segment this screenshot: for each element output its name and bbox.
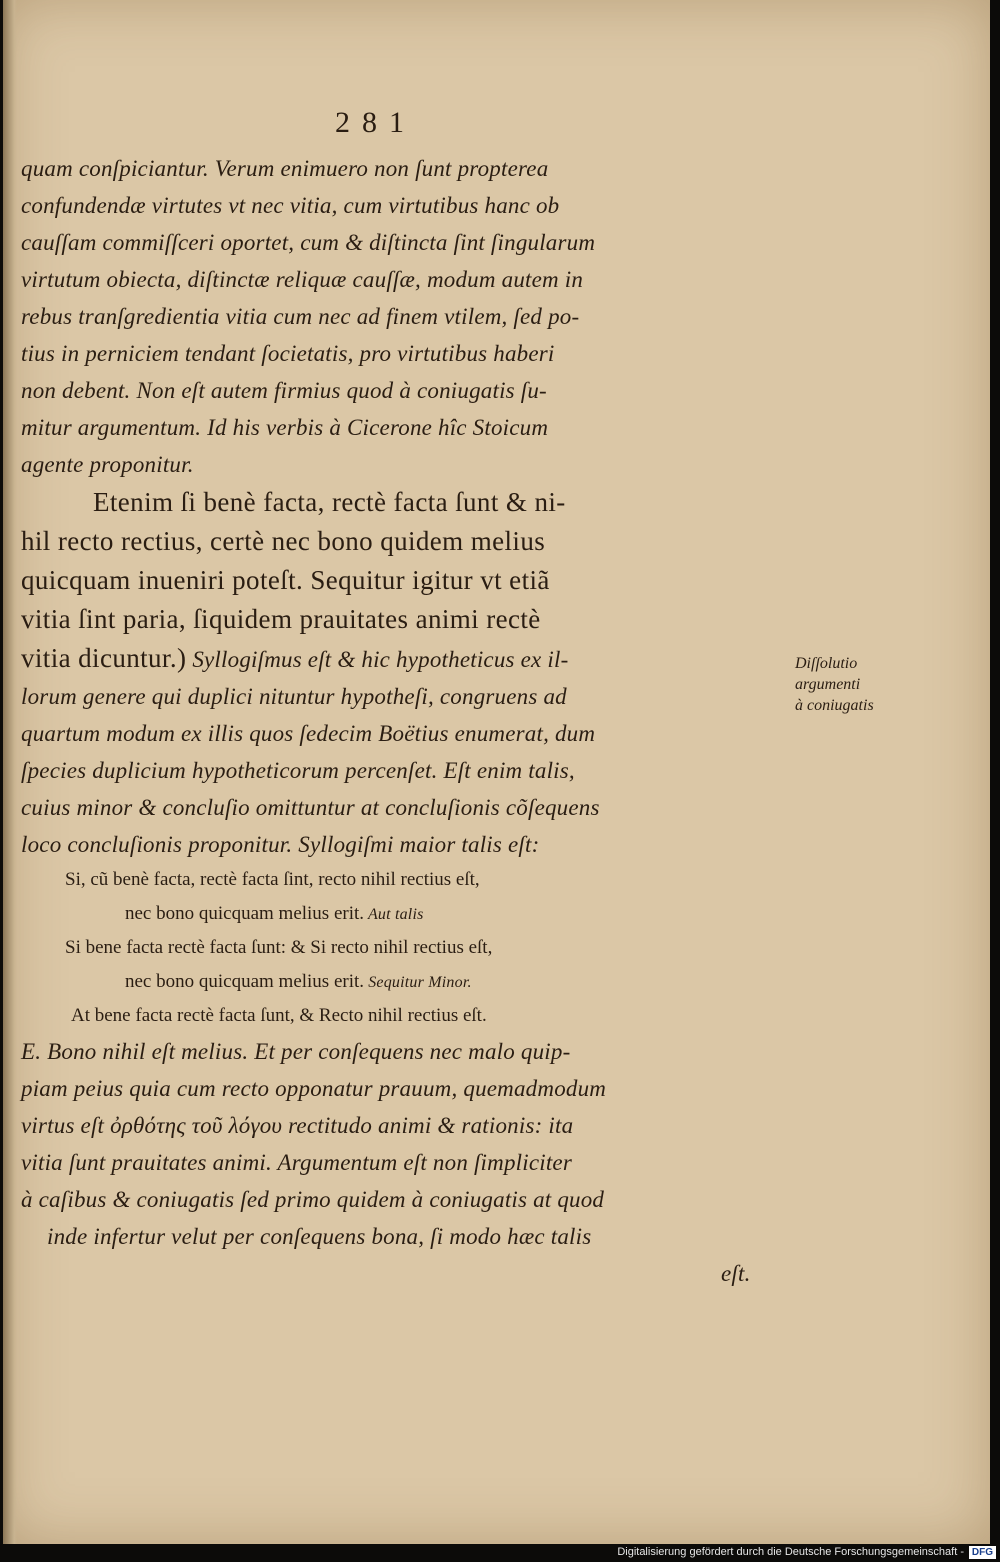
- text-line-content: inde infertur velut per conſequens bona, ſi modo hæc talis: [47, 1224, 592, 1249]
- text-line: [21, 1033, 781, 1070]
- text-line-content: mitur argumentum. Id his verbis à Cicerone hîc Stoicum: [21, 415, 549, 440]
- inline-note: Aut talis: [364, 906, 424, 923]
- text-line-content: nec bono quicquam melius erit.: [125, 903, 365, 924]
- text-line-content: cuius minor & concluſio omittuntur at concluſionis cõſequens: [21, 795, 600, 820]
- text-line: [21, 1218, 781, 1255]
- digitization-credit: Digitalisierung gefördert durch die Deutsche Forschungsgemeinschaft -: [617, 1546, 964, 1558]
- text-line-content: vitia ſint paria, ſiquidem prauitates animi rectè: [21, 604, 541, 634]
- text-line-content: piam peius quia cum recto opponatur prauum, quemadmodum: [21, 1076, 607, 1101]
- text-line-content: non debent. Non eſt autem firmius quod à coniugatis ſu-: [21, 378, 547, 403]
- page-number: 281: [335, 106, 416, 139]
- book-page: [3, 0, 990, 1544]
- text-line-content: hil recto rectius, certè nec bono quidem melius: [21, 526, 546, 556]
- text-line-content: Si bene facta rectè facta ſunt: & Si recto nihil rectius eſt,: [65, 937, 493, 958]
- text-line: [21, 1107, 781, 1144]
- footer-bar: [0, 1544, 1000, 1562]
- text-line-content: virtutum obiecta, diſtinctæ reliquæ cauſſæ, modum autem in: [21, 267, 584, 292]
- text-line-continuation: Syllogiſmus eſt & hic hypotheticus ex il-: [186, 647, 569, 672]
- inline-note: Sequitur Minor.: [364, 974, 472, 991]
- text-line-content: nec bono quicquam melius erit.: [125, 971, 365, 992]
- text-line: [21, 150, 781, 187]
- text-line: [21, 1181, 781, 1218]
- text-line: [21, 965, 781, 999]
- text-line: [21, 561, 781, 600]
- text-line-content: eſt.: [721, 1261, 751, 1286]
- margin-note-line: à coniugatis: [795, 697, 874, 714]
- text-line-content: agente proponitur.: [21, 452, 194, 477]
- text-line: [21, 483, 781, 522]
- text-line: [21, 372, 781, 409]
- text-line: [21, 897, 781, 931]
- text-line: [21, 639, 781, 678]
- text-line: [21, 187, 781, 224]
- text-line-content: loco concluſionis proponitur. Syllogiſmi maior talis eſt:: [21, 832, 540, 857]
- dfg-logo: DFG: [969, 1546, 996, 1559]
- text-line-content: rebus tranſgredientia vitia cum nec ad finem vtilem, ſed po-: [21, 304, 580, 329]
- text-line: [21, 600, 781, 639]
- text-line-content: à caſibus & coniugatis ſed primo quidem à coniugatis at quod: [21, 1187, 605, 1212]
- text-line: [21, 789, 781, 826]
- text-line-content: vitia ſunt prauitates animi. Argumentum eſt non ſimpliciter: [21, 1150, 572, 1175]
- text-line-content: lorum genere qui duplici nituntur hypotheſi, congruens ad: [21, 684, 567, 709]
- text-line: [21, 298, 781, 335]
- text-line-content: ſpecies duplicium hypotheticorum percenſet. Eſt enim talis,: [21, 758, 575, 783]
- text-line-content: confundendæ virtutes vt nec vitia, cum virtutibus hanc ob: [21, 193, 560, 218]
- text-line-content: tius in perniciem tendant ſocietatis, pro virtutibus haberi: [21, 341, 555, 366]
- text-line: [21, 931, 781, 965]
- text-line: [21, 826, 781, 863]
- text-line-content: quam conſpiciantur. Verum enimuero non ſunt propterea: [21, 156, 549, 181]
- text-line-content: virtus eſt ὀρθότης τοῦ λόγου rectitudo animi & rationis: ita: [21, 1113, 574, 1138]
- text-line-content: vitia dicuntur.): [21, 643, 187, 673]
- text-line: [21, 863, 781, 897]
- page-gutter: [3, 0, 17, 1544]
- text-line: [21, 224, 781, 261]
- text-line: [21, 752, 781, 789]
- text-line: [21, 1070, 781, 1107]
- text-line-content: Si, cũ benè facta, rectè facta ſint, recto nihil rectius eſt,: [65, 869, 480, 890]
- text-line-content: quartum modum ex illis quos ſedecim Boëtius enumerat, dum: [21, 721, 596, 746]
- text-line: [21, 1255, 781, 1292]
- text-line: [21, 261, 781, 298]
- text-line-content: Etenim ſi benè facta, rectè facta ſunt & ni-: [93, 487, 566, 517]
- text-line: [21, 522, 781, 561]
- text-line: [21, 409, 781, 446]
- text-line: [21, 446, 781, 483]
- text-line: [21, 715, 781, 752]
- text-line-content: E. Bono nihil eſt melius. Et per conſequens nec malo quip-: [21, 1039, 571, 1064]
- margin-note-line: Diſſolutio: [795, 655, 858, 672]
- body-text: [21, 150, 781, 1292]
- text-line: [21, 1144, 781, 1181]
- text-line: [21, 678, 781, 715]
- margin-note: [795, 653, 905, 716]
- text-line-content: cauſſam commiſſceri oportet, cum & diſtincta ſint ſingularum: [21, 230, 596, 255]
- text-line-content: quicquam inueniri poteſt. Sequitur igitur vt etiã: [21, 565, 550, 595]
- text-line: [21, 999, 781, 1033]
- text-line: [21, 335, 781, 372]
- margin-note-line: argumenti: [795, 676, 861, 693]
- text-line-content: At bene facta rectè facta ſunt, & Recto nihil rectius eſt.: [71, 1005, 487, 1026]
